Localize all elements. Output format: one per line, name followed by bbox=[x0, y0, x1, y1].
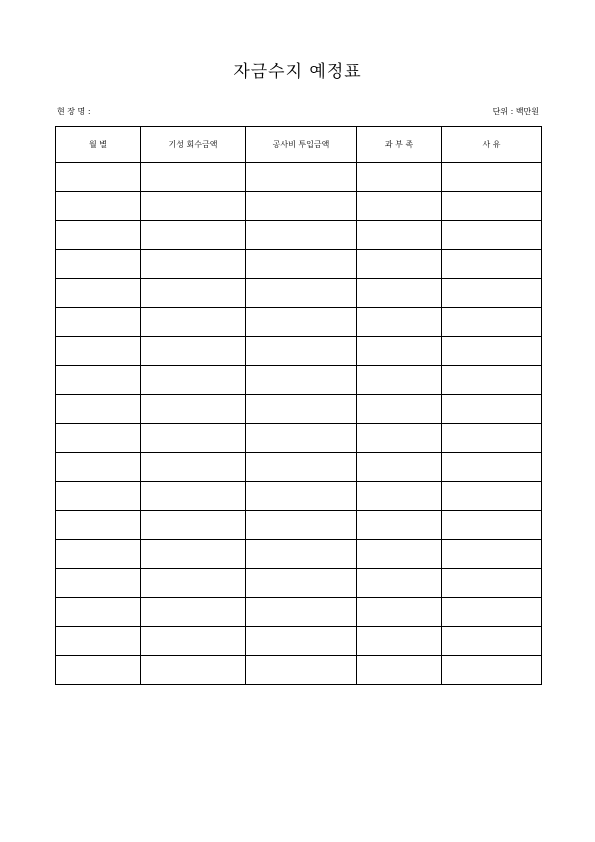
table-cell[interactable] bbox=[357, 163, 442, 192]
table-cell[interactable] bbox=[442, 279, 542, 308]
table-row bbox=[56, 569, 542, 598]
table-cell[interactable] bbox=[246, 366, 357, 395]
table-row bbox=[56, 598, 542, 627]
table-row bbox=[56, 250, 542, 279]
table-cell[interactable] bbox=[141, 395, 246, 424]
table-cell[interactable] bbox=[56, 192, 141, 221]
table-cell[interactable] bbox=[141, 221, 246, 250]
table-cell[interactable] bbox=[141, 453, 246, 482]
table-cell[interactable] bbox=[56, 511, 141, 540]
table-row bbox=[56, 221, 542, 250]
table-cell[interactable] bbox=[141, 279, 246, 308]
table-cell[interactable] bbox=[246, 627, 357, 656]
table-cell[interactable] bbox=[442, 569, 542, 598]
table-row bbox=[56, 627, 542, 656]
table-body bbox=[56, 163, 542, 685]
table-cell[interactable] bbox=[442, 598, 542, 627]
header-surplus-shortage: 과 부 족 bbox=[357, 127, 442, 163]
table-cell[interactable] bbox=[442, 453, 542, 482]
table-cell[interactable] bbox=[141, 163, 246, 192]
table-cell[interactable] bbox=[141, 482, 246, 511]
table-cell[interactable] bbox=[56, 424, 141, 453]
table-cell[interactable] bbox=[246, 424, 357, 453]
table-cell[interactable] bbox=[56, 598, 141, 627]
table-cell[interactable] bbox=[442, 221, 542, 250]
table-cell[interactable] bbox=[56, 337, 141, 366]
table-cell[interactable] bbox=[442, 627, 542, 656]
site-name-label: 현 장 명 : bbox=[57, 107, 91, 116]
page-title: 자금수지 예정표 bbox=[233, 62, 362, 82]
table-cell[interactable] bbox=[357, 540, 442, 569]
table-cell[interactable] bbox=[246, 569, 357, 598]
table-cell[interactable] bbox=[442, 395, 542, 424]
table-cell[interactable] bbox=[442, 366, 542, 395]
table-cell[interactable] bbox=[246, 598, 357, 627]
table-cell[interactable] bbox=[246, 192, 357, 221]
table-cell[interactable] bbox=[442, 424, 542, 453]
table-row bbox=[56, 540, 542, 569]
table-cell[interactable] bbox=[141, 192, 246, 221]
table-cell[interactable] bbox=[357, 221, 442, 250]
table-row bbox=[56, 511, 542, 540]
table-cell[interactable] bbox=[246, 163, 357, 192]
table-row bbox=[56, 192, 542, 221]
table-cell[interactable] bbox=[141, 308, 246, 337]
table-row bbox=[56, 656, 542, 685]
table-cell[interactable] bbox=[357, 250, 442, 279]
table-cell[interactable] bbox=[141, 250, 246, 279]
table-cell[interactable] bbox=[246, 337, 357, 366]
table-cell[interactable] bbox=[56, 279, 141, 308]
table-cell[interactable] bbox=[56, 163, 141, 192]
table-row bbox=[56, 424, 542, 453]
table-cell[interactable] bbox=[141, 627, 246, 656]
table-cell[interactable] bbox=[56, 308, 141, 337]
table-cell[interactable] bbox=[56, 395, 141, 424]
table-cell[interactable] bbox=[442, 482, 542, 511]
header-construction-cost: 공사비 투입금액 bbox=[246, 127, 357, 163]
table-cell[interactable] bbox=[442, 511, 542, 540]
table-cell[interactable] bbox=[141, 540, 246, 569]
table-cell[interactable] bbox=[357, 598, 442, 627]
table-cell[interactable] bbox=[141, 511, 246, 540]
table-cell[interactable] bbox=[141, 337, 246, 366]
table-row bbox=[56, 308, 542, 337]
table-cell[interactable] bbox=[442, 192, 542, 221]
table-cell[interactable] bbox=[246, 279, 357, 308]
table-cell[interactable] bbox=[357, 511, 442, 540]
table-cell[interactable] bbox=[246, 656, 357, 685]
table-cell[interactable] bbox=[357, 424, 442, 453]
table-row bbox=[56, 163, 542, 192]
table-row bbox=[56, 279, 542, 308]
table-cell[interactable] bbox=[357, 308, 442, 337]
table-cell[interactable] bbox=[357, 279, 442, 308]
table-cell[interactable] bbox=[357, 627, 442, 656]
table-row bbox=[56, 453, 542, 482]
table-cell[interactable] bbox=[442, 540, 542, 569]
table-cell[interactable] bbox=[56, 569, 141, 598]
table-cell[interactable] bbox=[56, 250, 141, 279]
table-cell[interactable] bbox=[246, 308, 357, 337]
table-cell[interactable] bbox=[246, 453, 357, 482]
table-cell[interactable] bbox=[246, 250, 357, 279]
table-cell[interactable] bbox=[56, 366, 141, 395]
table-cell[interactable] bbox=[246, 482, 357, 511]
table-cell[interactable] bbox=[357, 453, 442, 482]
table-cell[interactable] bbox=[56, 221, 141, 250]
table-cell[interactable] bbox=[141, 366, 246, 395]
table-cell[interactable] bbox=[442, 163, 542, 192]
table-cell[interactable] bbox=[56, 540, 141, 569]
table-cell[interactable] bbox=[357, 656, 442, 685]
table-cell[interactable] bbox=[357, 366, 442, 395]
table-cell[interactable] bbox=[246, 540, 357, 569]
table-cell[interactable] bbox=[442, 337, 542, 366]
table-cell[interactable] bbox=[141, 598, 246, 627]
table-header-row bbox=[56, 127, 542, 163]
table-cell[interactable] bbox=[141, 656, 246, 685]
table-cell[interactable] bbox=[442, 656, 542, 685]
table-cell[interactable] bbox=[246, 221, 357, 250]
table-cell[interactable] bbox=[246, 511, 357, 540]
cashflow-table bbox=[55, 126, 542, 685]
header-reason: 사 유 bbox=[442, 127, 542, 163]
table-row bbox=[56, 337, 542, 366]
table-cell[interactable] bbox=[141, 424, 246, 453]
table-row bbox=[56, 395, 542, 424]
unit-label: 단위 : 백만원 bbox=[492, 107, 539, 116]
table-row bbox=[56, 366, 542, 395]
table-cell[interactable] bbox=[357, 337, 442, 366]
table-cell[interactable] bbox=[56, 656, 141, 685]
table-cell[interactable] bbox=[246, 395, 357, 424]
table-cell[interactable] bbox=[141, 569, 246, 598]
table-cell[interactable] bbox=[357, 395, 442, 424]
header-month: 월 별 bbox=[56, 127, 141, 163]
table-cell[interactable] bbox=[357, 482, 442, 511]
table-cell[interactable] bbox=[56, 453, 141, 482]
table-cell[interactable] bbox=[56, 627, 141, 656]
table-cell[interactable] bbox=[442, 308, 542, 337]
table-row bbox=[56, 482, 542, 511]
table-cell[interactable] bbox=[357, 192, 442, 221]
header-collected-amount: 기성 회수금액 bbox=[141, 127, 246, 163]
table-cell[interactable] bbox=[357, 569, 442, 598]
table-cell[interactable] bbox=[56, 482, 141, 511]
table-cell[interactable] bbox=[442, 250, 542, 279]
